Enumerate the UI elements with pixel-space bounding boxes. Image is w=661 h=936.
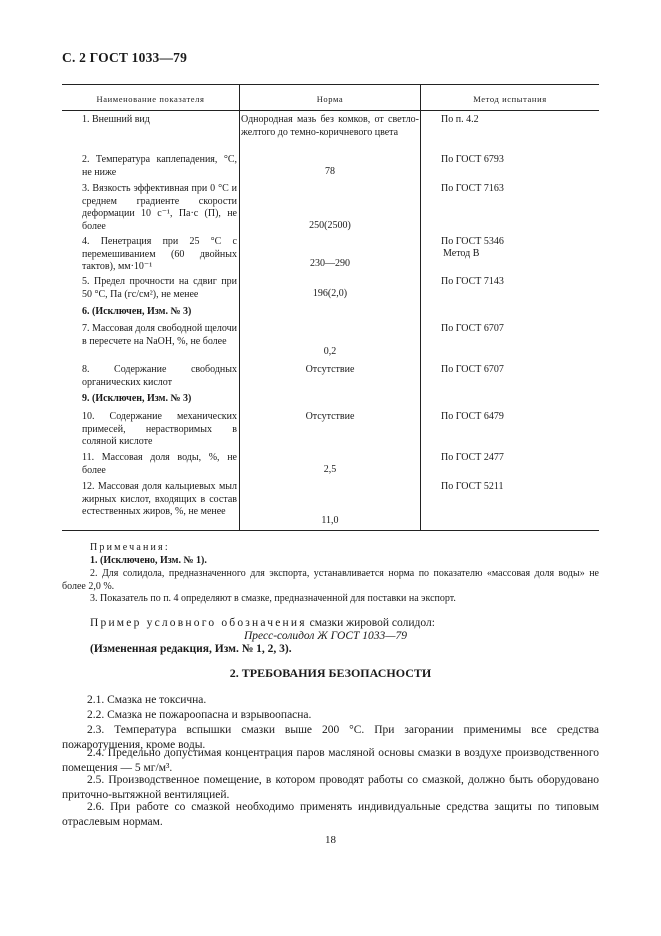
table-row-method: По ГОСТ 7163 xyxy=(441,183,504,194)
example-line xyxy=(90,617,435,630)
table-row-name: 12. Массовая доля кальциевых мыл жирных кислот, входящих в состав естественных жиров, %, не менее xyxy=(82,481,237,517)
table-column-divider xyxy=(239,84,240,530)
table-row-method: По ГОСТ 7143 xyxy=(441,276,504,287)
paragraph: 2.4. Предельно допустимая концентрация паров масляной основы смазки в воздухе производственного помещения — 5 мг/м³. xyxy=(62,747,599,774)
table-row-name: 4. Пенетрация при 25 °С с перемешиванием (60 двойных тактов), мм·10⁻¹ xyxy=(82,236,237,272)
table-row-name: 10. Содержание механических примесей, нерастворимых в соляной кислоте xyxy=(82,411,237,447)
amendment-note: (Измененная редакция, Изм. № 1, 2, 3). xyxy=(90,643,292,655)
paragraph: 2.5. Производственное помещение, в котором проводят работы со смазкой, должно быть оборудовано приточно-вытяжной вентиляцией. xyxy=(62,774,599,801)
table-row-norm: Однородная мазь без комков, от светло-желтого до темно-коричневого цвета xyxy=(241,114,419,138)
table-row-method: По ГОСТ 6707 xyxy=(441,364,504,375)
paragraph: 2.2. Смазка не пожароопасна и взрывоопасна. xyxy=(87,709,312,721)
table-row-norm: 196(2,0) xyxy=(312,288,348,299)
table-row-norm: 11,0 xyxy=(321,515,339,526)
table-row-norm: 2,5 xyxy=(323,464,337,475)
table-row-norm: Отсутствие xyxy=(305,364,355,375)
note-2: 2. Для солидола, предназначенного для экспорта, устанавливается норма по показателю «массовая доля воды» не более 2,0 %. xyxy=(62,568,599,592)
table-row-norm: 250(2500) xyxy=(309,220,351,231)
page-number: 18 xyxy=(325,834,336,846)
table-row-name: 8. Содержание свободных органических кислот xyxy=(82,364,237,388)
example-lead: Пример условного обозначения xyxy=(90,617,307,629)
table-row-name: 9. (Исключен, Изм. № 3) xyxy=(82,393,192,404)
column-header-norm: Норма xyxy=(316,94,344,104)
example-designation: Пресс-солидол Ж ГОСТ 1033—79 xyxy=(244,630,408,642)
section-title: 2. ТРЕБОВАНИЯ БЕЗОПАСНОСТИ xyxy=(229,666,432,680)
table-row-norm: Отсутствие xyxy=(305,411,355,422)
paragraph: 2.3. Температура вспышки смазки выше 200 °С. При загорании применимы все средства пожаротушения, кроме воды. xyxy=(62,724,599,751)
table-header-rule xyxy=(62,110,599,111)
table-row-method: По ГОСТ 5346 xyxy=(441,236,504,247)
table-row-name: 2. Температура каплепадения, °С, не ниже xyxy=(82,154,237,178)
page-header: С. 2 ГОСТ 1033—79 xyxy=(62,50,188,65)
table-row-method: По п. 4.2 xyxy=(441,114,479,125)
column-header-method: Метод испытания xyxy=(473,94,547,104)
table-row-norm: 78 xyxy=(325,166,335,177)
table-row-method: По ГОСТ 6707 xyxy=(441,323,504,334)
table-row-method: По ГОСТ 6479 xyxy=(441,411,504,422)
note-1: 1. (Исключено, Изм. № 1). xyxy=(90,555,207,566)
paragraph: 2.6. При работе со смазкой необходимо применять индивидуальные средства защиты по типовым отраслевым нормам. xyxy=(62,801,599,828)
column-header-name: Наименование показателя xyxy=(96,94,205,104)
notes-heading: Примечания: xyxy=(90,542,170,553)
table-row-name: 7. Массовая доля свободной щелочи в пересчете на NaOH, %, не более xyxy=(82,323,237,347)
paragraph: 2.1. Смазка не токсична. xyxy=(87,694,207,706)
table-row-name: 6. (Исключен, Изм. № 3) xyxy=(82,306,192,317)
table-row-name: 5. Предел прочности на сдвиг при 50 °С, Па (гс/см²), не менее xyxy=(82,276,237,300)
table-row-name: 1. Внешний вид xyxy=(82,114,150,125)
table-row-method-note: Метод В xyxy=(443,248,480,259)
table-row-norm: 230—290 xyxy=(310,258,350,269)
table-column-divider xyxy=(420,84,421,530)
table-top-rule xyxy=(62,84,599,85)
table-row-method: По ГОСТ 2477 xyxy=(441,452,504,463)
table-row-name: 3. Вязкость эффективная при 0 °С и среднем градиенте скорости деформации 10 с⁻¹, Па·с (П), не более xyxy=(82,183,237,232)
table-row-norm: 0,2 xyxy=(323,346,337,357)
table-row-name: 11. Массовая доля воды, %, не более xyxy=(82,452,237,476)
example-rest: смазки жировой солидол: xyxy=(309,617,435,629)
table-bottom-rule xyxy=(62,530,599,531)
table-row-method: По ГОСТ 5211 xyxy=(441,481,504,492)
table-row-method: По ГОСТ 6793 xyxy=(441,154,504,165)
note-3: 3. Показатель по п. 4 определяют в смазке, предназначенной для поставки на экспорт. xyxy=(90,593,456,604)
